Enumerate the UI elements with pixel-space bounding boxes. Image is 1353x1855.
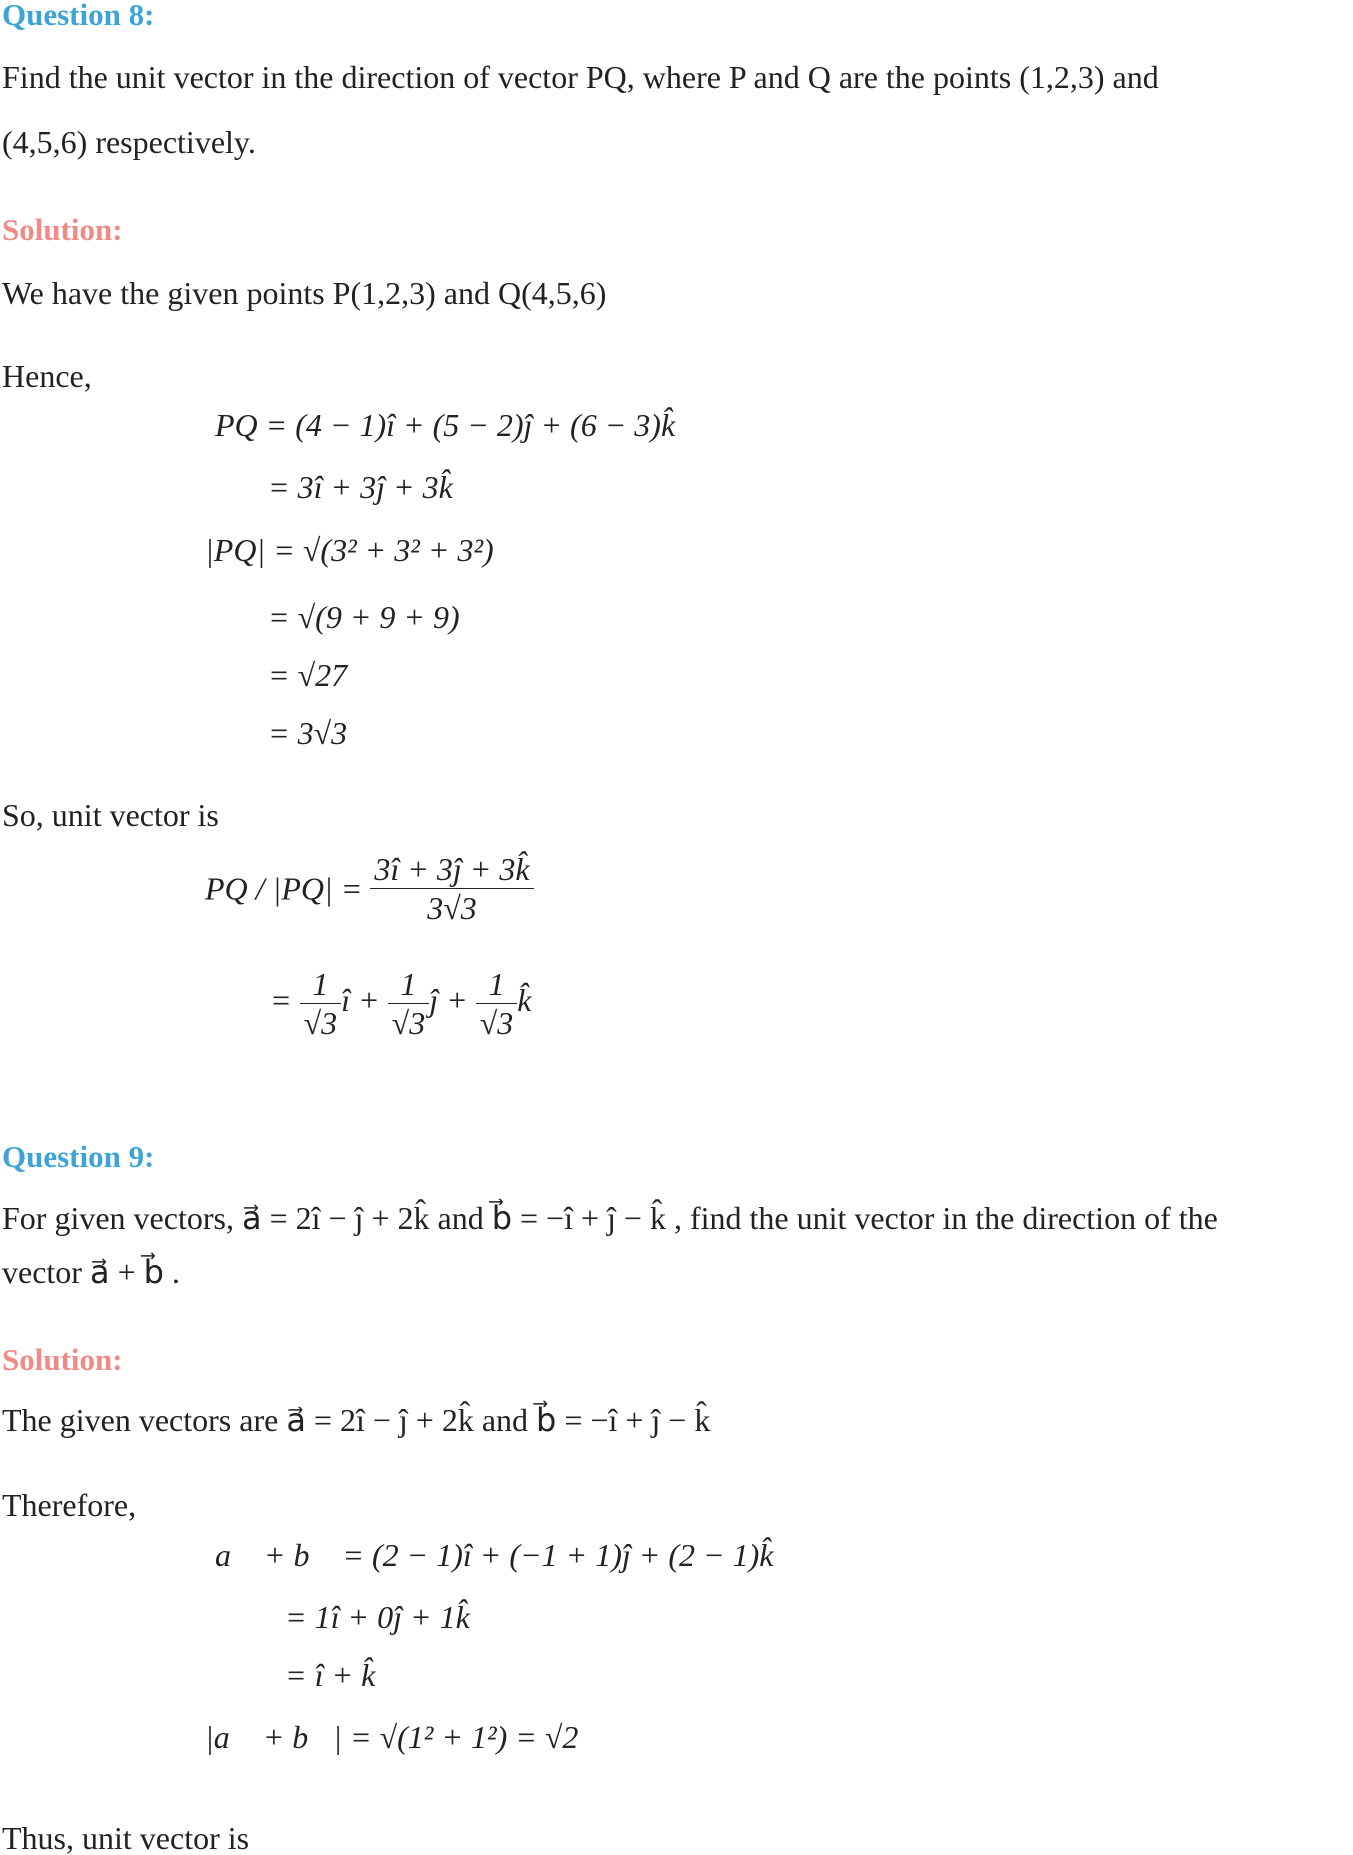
unit-vector-intro: So, unit vector is: [2, 797, 219, 833]
question-9-heading: Question 9:: [2, 1139, 155, 1174]
equation-line: = √27: [268, 657, 348, 693]
question-8-text-line2: (4,5,6) respectively.: [2, 124, 256, 160]
fraction: [476, 965, 518, 1043]
solution-9-given: The given vectors are a⃗ = 2î − ĵ + 2k̂ and b⃗ = −î + ĵ − k̂: [2, 1402, 711, 1438]
term: ĵ +: [429, 982, 468, 1019]
unit-vector-result: = $\frac{1}{√3}$ î + $\frac{1}{√3}$ ĵ + $\frac{1}{√3}$ k̂: [270, 966, 532, 1042]
numerator: 1: [388, 965, 430, 1004]
equation-line: a⃗ + b⃗ = (2 − 1)î + (−1 + 1)ĵ + (2 − 1)k̂: [215, 1537, 774, 1573]
solution-8-given: We have the given points P(1,2,3) and Q(4,5,6): [2, 275, 607, 311]
question-9-text-line2: vector a⃗ + b⃗ .: [2, 1254, 180, 1290]
unit-lhs: PQ / |PQ| =: [205, 870, 363, 907]
question-9-text-line1: For given vectors, a⃗ = 2î − ĵ + 2k̂ and b⃗ = −î + ĵ − k̂ , find the unit vector in the direction of the: [2, 1200, 1218, 1236]
equation-line: = î + k̂: [285, 1657, 376, 1693]
numerator: 1: [300, 965, 342, 1004]
term: k̂: [517, 982, 532, 1019]
numerator: 1: [476, 965, 518, 1004]
fraction: [370, 850, 533, 928]
equation-line: = 3î + 3ĵ + 3k̂: [268, 469, 453, 505]
denominator: 3√3: [427, 890, 477, 927]
equation-line: PQ = (4 − 1)î + (5 − 2)ĵ + (6 − 3)k̂: [215, 407, 676, 443]
fraction: [300, 965, 342, 1043]
equation-line: = 3√3: [268, 715, 348, 751]
solution-8-heading: Solution:: [2, 212, 123, 247]
unit-vector-fraction: [205, 850, 534, 928]
solution-9-therefore: Therefore,: [2, 1487, 137, 1523]
fraction: [388, 965, 430, 1043]
question-8-heading: Question 8:: [2, 0, 155, 32]
term: î +: [341, 982, 380, 1019]
denominator: √3: [479, 1005, 514, 1042]
equation-line: |PQ| = √(3² + 3² + 3²): [205, 532, 494, 568]
solution-9-heading: Solution:: [2, 1342, 123, 1377]
denominator: √3: [391, 1005, 426, 1042]
solution-9-thus: Thus, unit vector is: [2, 1820, 250, 1855]
solution-8-hence: Hence,: [2, 358, 92, 394]
equation-line: = 1î + 0ĵ + 1k̂: [285, 1599, 470, 1635]
question-8-text-line1: Find the unit vector in the direction of vector PQ, where P and Q are the points (1,2,3) and: [2, 59, 1159, 95]
equation-line: |a⃗ + b⃗| = √(1² + 1²) = √2: [205, 1719, 579, 1755]
denominator: √3: [303, 1005, 338, 1042]
numerator: 3î + 3ĵ + 3k̂: [370, 850, 533, 889]
equation-line: = √(9 + 9 + 9): [268, 599, 460, 635]
